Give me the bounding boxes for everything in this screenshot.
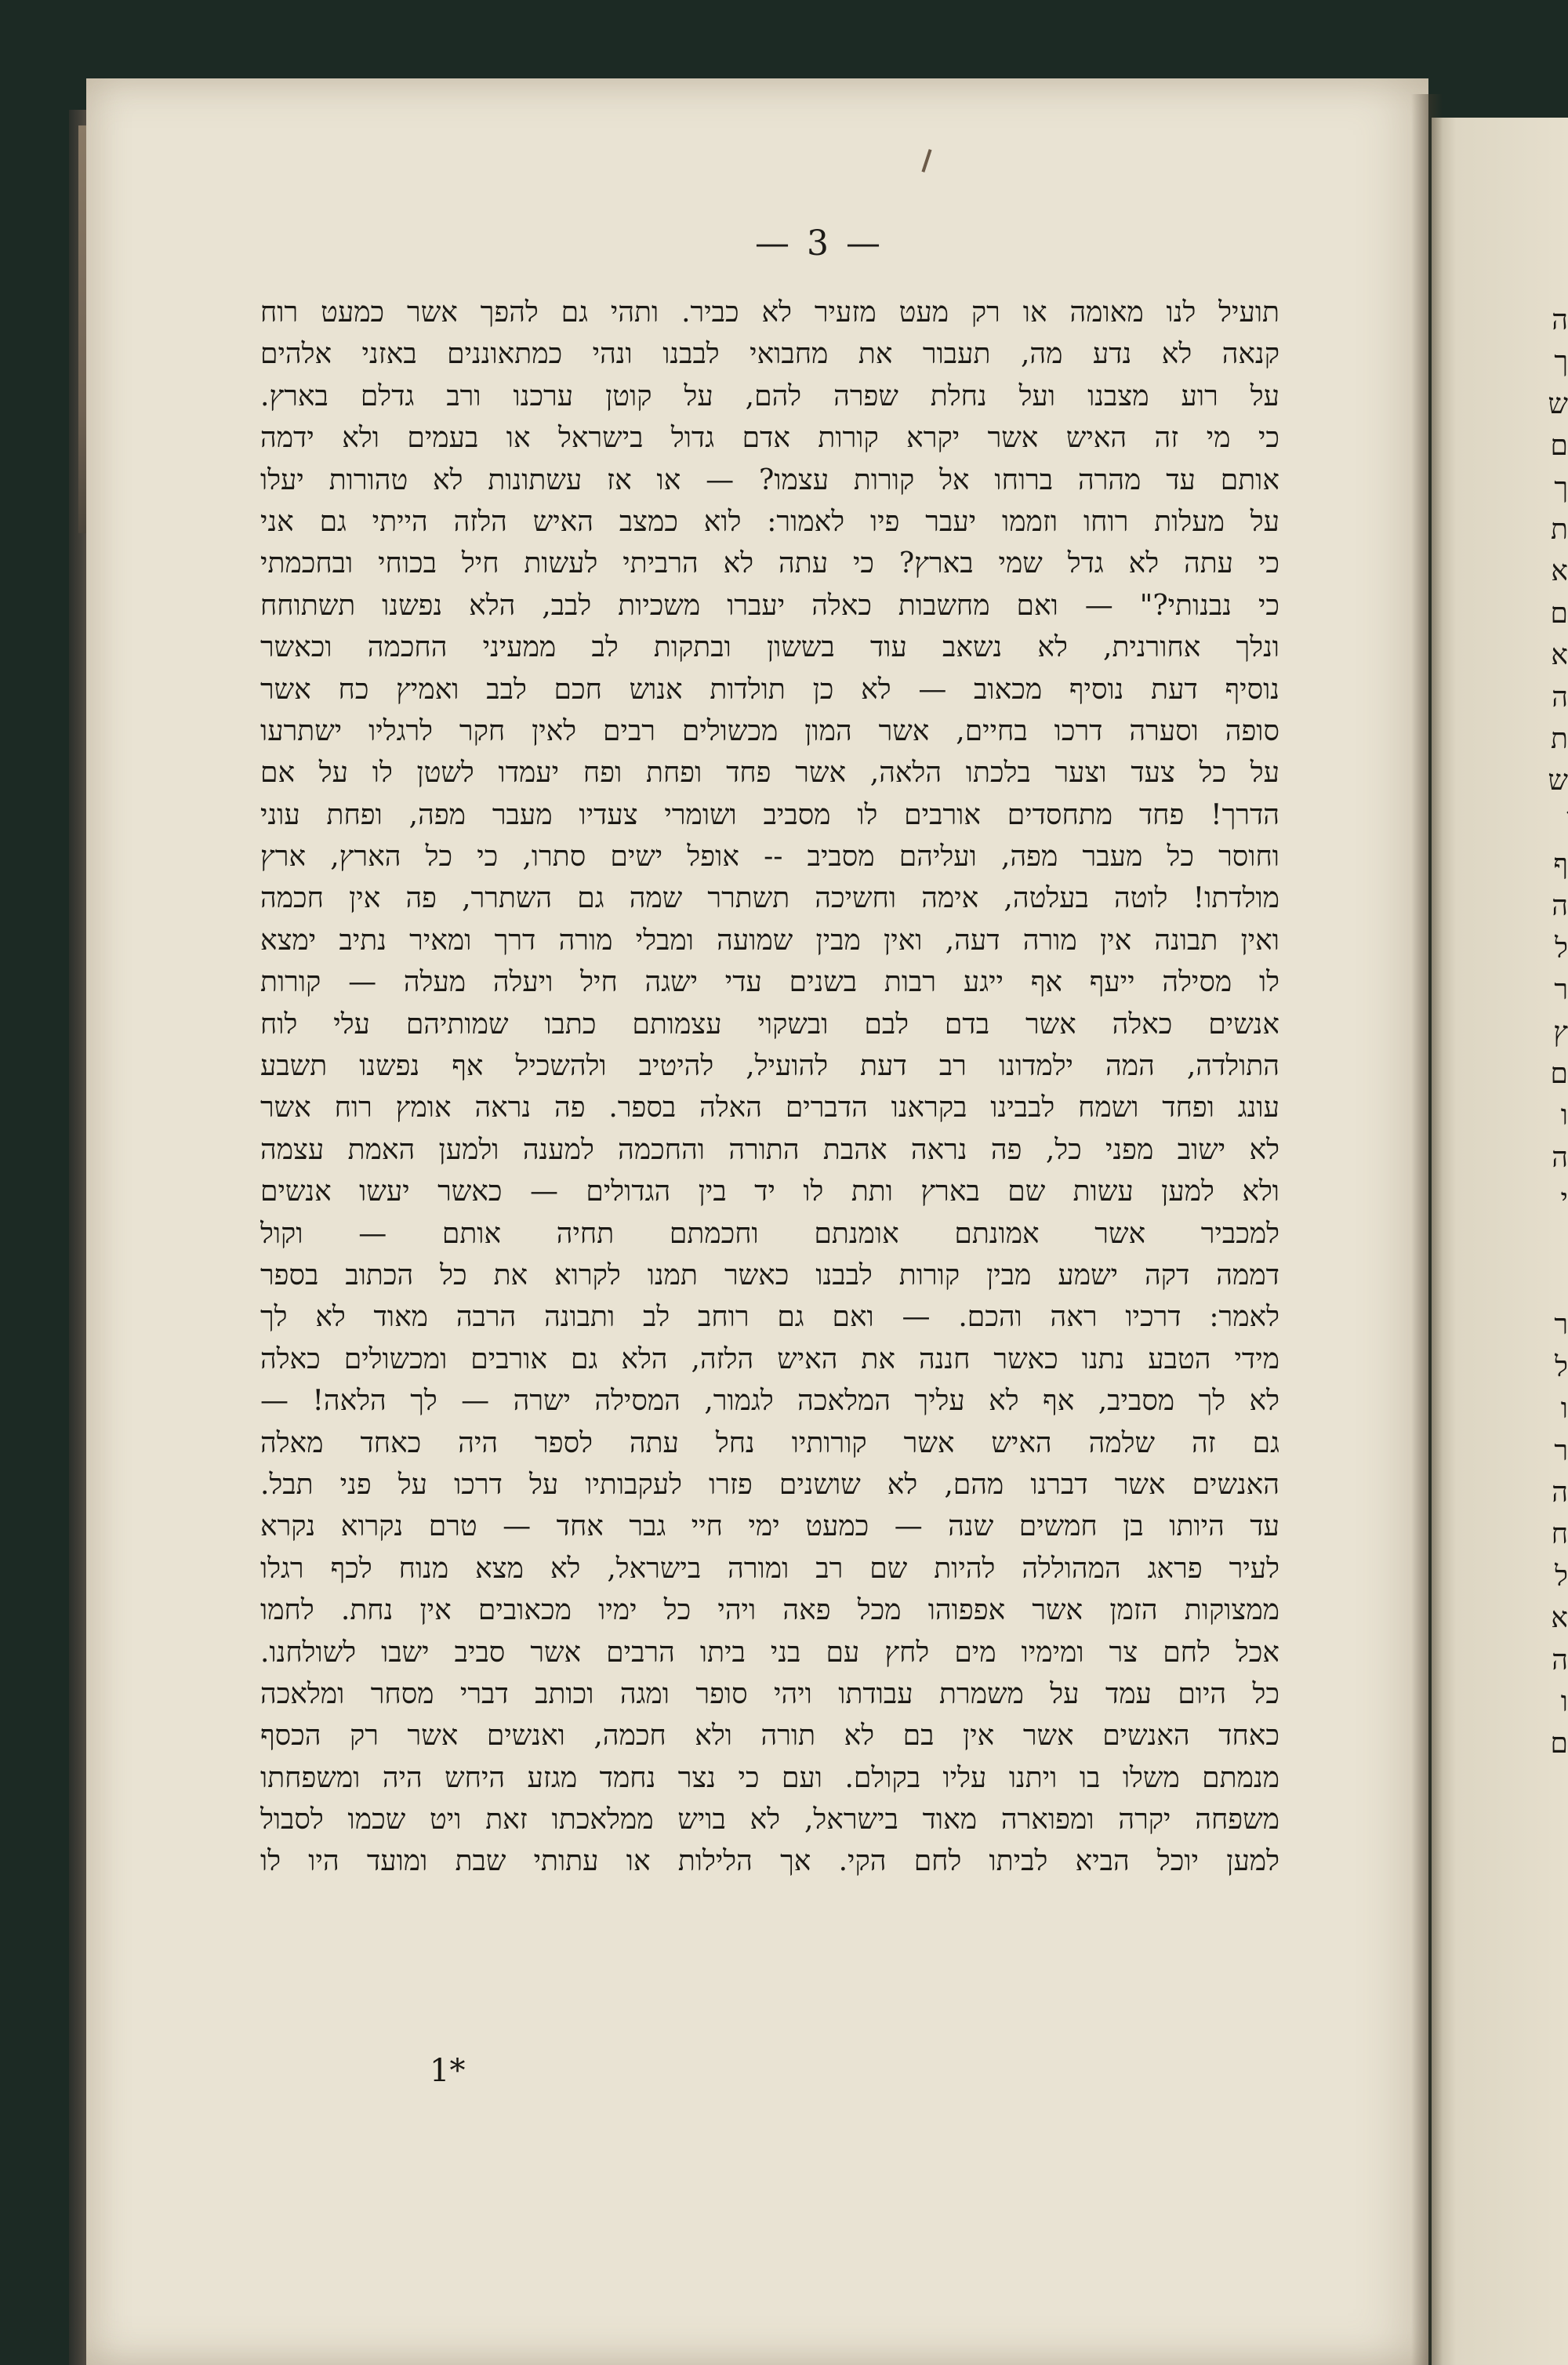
- facing-page-fragment: ת: [1551, 722, 1568, 755]
- facing-page-fragment: ש: [1548, 765, 1568, 797]
- text-line: לא ישוב מפני כל, פה נראה אהבת התורה והחכמה למענה ולמען האמת עצמה: [260, 1133, 1279, 1166]
- body-text: [260, 292, 1279, 1883]
- text-line: למכביר אשר אמונתם אומנתם וחכמתם תחיה אותם — וקול: [260, 1217, 1279, 1250]
- facing-page-fragment: א: [1551, 555, 1568, 588]
- text-line: למען יוכל הביא לביתו לחם הקי. אך הלילות או עתותי שבת ומועד היו לו: [260, 1845, 1279, 1878]
- text-line: לו מסילה ייעף אף ייגע רבות בשנים עדי ישגה חיל ויעלה מעלה — קורות: [260, 966, 1279, 999]
- facing-page-fragment: ה: [1552, 681, 1568, 714]
- facing-page-fragment: ם: [1550, 430, 1568, 463]
- facing-page-fragment: ו: [1560, 1393, 1568, 1426]
- facing-page-fragment: ו: [1560, 1099, 1568, 1132]
- facing-page-fragment: ל: [1555, 932, 1568, 965]
- facing-page-fragment: ר: [1554, 974, 1568, 1007]
- text-line: על כל צעד וצער בלכתו הלאה, אשר פחד ופחת ופח יעמדו לשטן לו על אם: [260, 757, 1279, 790]
- text-line: אנשים כאלה אשר בדם לבם ובשקוי עצמותם כתבו שמותיהם עלי לוח: [260, 1008, 1279, 1041]
- facing-page-fragment: י: [1560, 1183, 1568, 1216]
- text-line: האנשים אשר דברנו מהם, לא שושנים פזרו לעקבותיו על דרכו על פני תבל.: [260, 1468, 1279, 1501]
- facing-page-fragment: ץ: [1553, 1015, 1568, 1048]
- facing-page-gap: [1537, 1221, 1568, 1305]
- text-line: קנאה לא נדע מה, תעבור את מחבואי לבבנו ונהי כמתאוננים באזני אלהים: [260, 338, 1279, 371]
- text-line: ואין תבונה אין מורה דעה, ואין מבין שמועה ומבלי מורה דרך ומאיר נתיב ימצא: [260, 924, 1279, 957]
- text-line: הדרך! פחד מתחסדים אורבים לו מסביב ושומרי צעדיו מעבר מפה, ופחת עוני: [260, 798, 1279, 831]
- facing-page-fragment: ם: [1550, 1727, 1568, 1760]
- text-line: עד היותו בן חמשים שנה — כמעט ימי חיי גבר אחד — טרם נקרוא נקרא: [260, 1510, 1279, 1543]
- signature-mark: 1*: [430, 2053, 466, 2089]
- facing-page-fragment: ם: [1550, 1058, 1568, 1091]
- text-line: משפחה יקרה ומפוארה מאוד בישראל, לא בויש ממלאכתו זאת ויט שכמו לסבול: [260, 1804, 1279, 1836]
- text-line: כי נבנותי?" — ואם מחשבות כאלה יעברו משכיות לבב, הלא נפשנו תשתוחח: [260, 589, 1279, 622]
- text-line: ונלך אחורנית, לא נשאב עוד בששון ובתקות לב ממעיני החכמה וכאשר: [260, 631, 1279, 664]
- text-line: על רוע מצבנו ועל נחלת שפרה להם, על קוטן ערכנו ורב גדלם בארץ.: [260, 380, 1279, 412]
- facing-page-letters: [1537, 300, 1568, 1765]
- text-line: אותם עד מהרה ברוחו אל קורות עצמו? — או אז עשתונות לא טהורות יעלו: [260, 463, 1279, 496]
- facing-page-fragment: ה: [1552, 1141, 1568, 1174]
- text-line: תועיל לנו מאומה או רק מעט מזעיר לא כביר. ותהי גם להפך אשר כמעט רוח: [260, 296, 1279, 329]
- facing-page-fragment: ה: [1552, 890, 1568, 923]
- text-line: לא לך מסביב, אף לא עליך המלאכה לגמור, המסילה ישרה — לך הלאה! —: [260, 1385, 1279, 1418]
- facing-page-fragment: ך: [1554, 346, 1568, 379]
- text-line: עונג ופחד ושמח לבבינו בקראנו הדברים האלה בספר. פה נראה אומץ רוח אשר: [260, 1092, 1279, 1124]
- facing-page-fragment: א: [1551, 1602, 1568, 1635]
- facing-page-fragment: א: [1551, 639, 1568, 672]
- facing-page-fragment: ל: [1555, 1560, 1568, 1593]
- facing-page-fragment: ר: [1554, 1434, 1568, 1467]
- facing-page-fragment: ם: [1550, 597, 1568, 630]
- text-line: כל היום עמד על משמרת עבודתו ויהי סופר ומגה וכותב דברי מסחר ומלאכה: [260, 1677, 1279, 1710]
- text-line: כי מי זה האיש אשר יקרא קורות אדם גדול בישראל או בעמים ולא ידמה: [260, 422, 1279, 455]
- text-line: כי עתה לא גדל שמי בארץ? כי עתה לא הרביתי לעשות חיל בכוחי ובחכמתי: [260, 547, 1279, 580]
- text-line: לאמר: דרכיו ראה והכם. — ואם גם רוחב לב ותבונה הרבה מאוד לא לך: [260, 1301, 1279, 1334]
- text-line: דממה דקה ישמע מבין קורות לבבנו כאשר תמנו לקרוא את כל הכתוב בספר: [260, 1259, 1279, 1291]
- facing-page-fragment: ל: [1555, 1350, 1568, 1383]
- facing-page-fragment: ח: [1551, 1518, 1568, 1551]
- facing-page-fragment: ת: [1551, 513, 1568, 546]
- text-line: ולא למען עשות שם בארץ ותת לו יד בין הגדולים — כאשר יעשו אנשים: [260, 1175, 1279, 1208]
- text-line: התולדה, המה ילמדונו רב דעת להועיל, להיטיב ולהשכיל אף נפשנו תשבע: [260, 1050, 1279, 1083]
- text-line: על מעלות רוחו וזממו יעבר פיו לאמור: לוא כמצב האיש הלזה הייתי גם אני: [260, 505, 1279, 538]
- text-line: אכל לחם צר ומימיו מים לחץ עם בני ביתו הרבים אשר סביב ישבו לשולחנו.: [260, 1636, 1279, 1669]
- facing-page-fragment: ה: [1552, 304, 1568, 336]
- text-line: ממצוקות הזמן אשר אפפוהו מכל פאה ויהי כל ימיו מכאובים אין נחת. לחמו: [260, 1594, 1279, 1627]
- text-line: וחוסר כל מעבר מפה, ועליהם מסביב -- אופל ישים סתרו, כי כל הארץ, ארץ: [260, 841, 1279, 874]
- facing-page-fragment: ה: [1552, 1476, 1568, 1509]
- facing-page-fragment: ך: [1554, 471, 1568, 504]
- page-number: — 3 —: [755, 223, 884, 263]
- facing-page-fragment: [1537, 802, 1568, 844]
- facing-page-fragment: ש: [1548, 387, 1568, 420]
- text-line: נוסיף דעת נוסיף מכאוב — לא כן תולדות אנוש חכם לבב ואמיץ כח אשר: [260, 673, 1279, 706]
- text-line: מידי הטבע נתנו כאשר חננה את האיש הלזה, הלא גם אורבים ומכשולים כאלה: [260, 1342, 1279, 1375]
- facing-page-fragment: ה: [1552, 1644, 1568, 1677]
- text-line: לעיר פראג המהוללה להיות שם רב ומורה בישראל, לא מצא מנוח לכף רגלו: [260, 1552, 1279, 1585]
- facing-page-fragment: ר: [1554, 1309, 1568, 1342]
- facing-page-fragment: ו: [1560, 1685, 1568, 1718]
- text-line: מנמתם משלו בו ויתנו עליו בקולם. ועם כי נצר נחמד מגזע היחש היה ומשפחתו: [260, 1761, 1279, 1794]
- text-line: כאחד האנשים אשר אין בם לא תורה ולא חכמה, ואנשים אשר רק הכסף: [260, 1720, 1279, 1753]
- facing-page-fragment: ף: [1553, 848, 1568, 881]
- page-gutter: [1411, 94, 1443, 2365]
- text-line: סופה וסערה דרכו בחיים, אשר המון מכשולים רבים לאין חקר לרגליו ישתרעו: [260, 714, 1279, 747]
- text-line: גם זה שלמה האיש אשר קורותיו נחל עתה לספר היה כאחד מאלה: [260, 1426, 1279, 1459]
- text-line: מולדתו! לוטה בעלטה, אימה וחשיכה תשתרר שמה גם השתרר, פה אין חכמה: [260, 882, 1279, 915]
